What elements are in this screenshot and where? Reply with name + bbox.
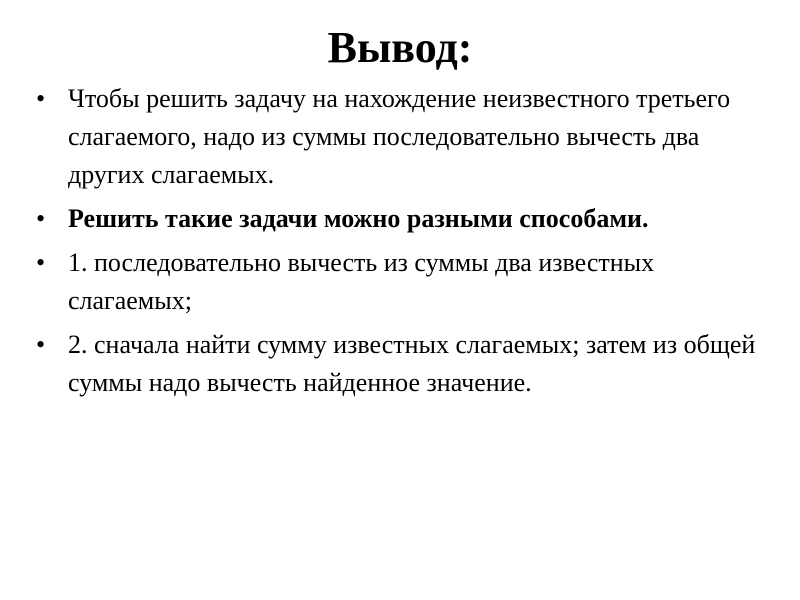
bullet-dot-icon: • (36, 84, 46, 113)
bullet-item-conclusion (36, 80, 756, 194)
bullet-item-method-2 (36, 326, 756, 402)
bullet-item-methods (36, 200, 756, 238)
bullet-text: 2. сначала найти сумму известных слагаемых; затем из общей суммы надо вычесть найденное значение. (68, 330, 756, 397)
slide-title: Вывод: (327, 23, 473, 72)
bullet-text: 1. последовательно вычесть из суммы два известных слагаемых; (68, 248, 655, 315)
bullet-list (36, 80, 756, 408)
bullet-item-method-1 (36, 244, 756, 320)
bullet-text: Решить такие задачи можно разными способами. (68, 204, 649, 233)
bullet-dot-icon: • (36, 248, 46, 277)
bullet-text: Чтобы решить задачу на нахождение неизвестного третьего слагаемого, надо из суммы последовательно вычесть два других слагаемых. (68, 84, 731, 189)
bullet-dot-icon: • (36, 204, 46, 233)
bullet-dot-icon: • (36, 330, 46, 359)
